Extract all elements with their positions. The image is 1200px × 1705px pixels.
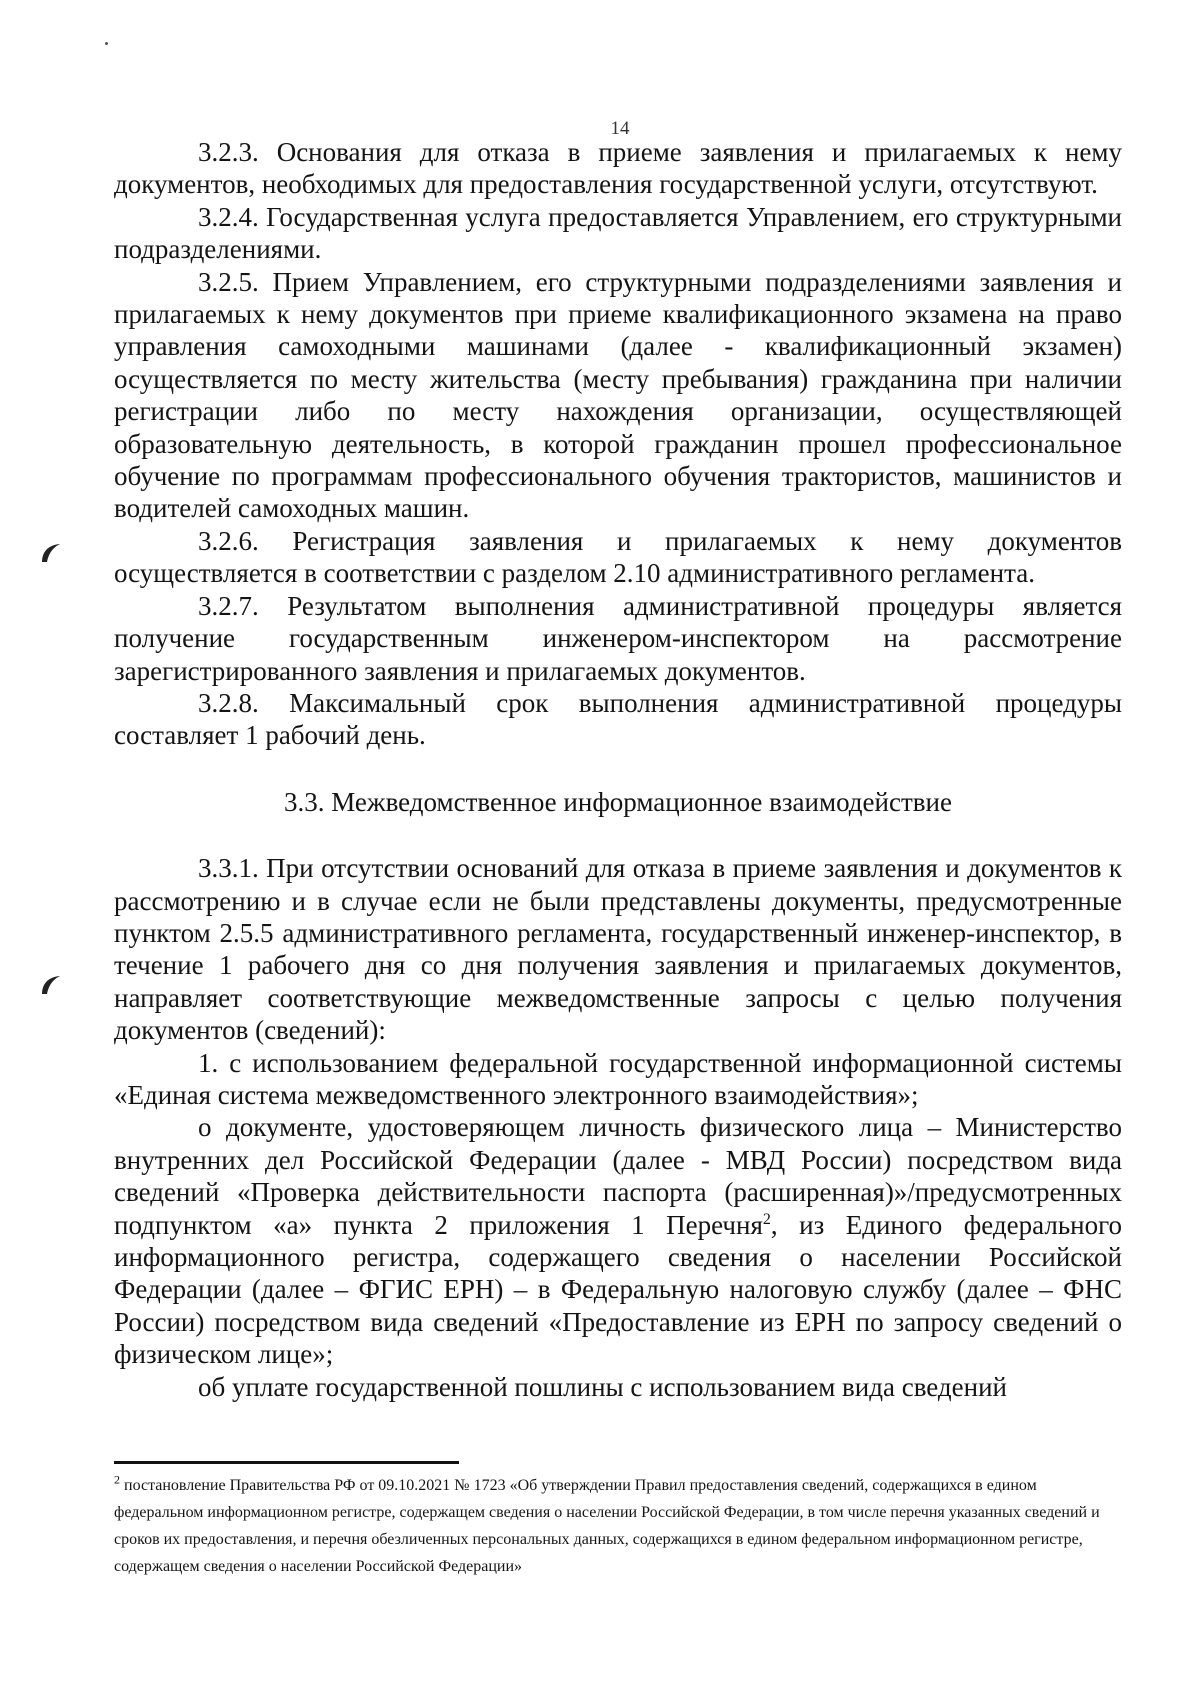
paragraph-3-3-1: 3.3.1. При отсутствии оснований для отказа в приеме заявления и документов к рассмотрению и в случае если не были представлены документы, предусмотренные пунктом 2.5.5 административного регламента, государственный инженер-инспектор, в течение 1 рабочего дня со дня получения заявления и прилагаемых документов, направляет соответствующие межведомственные запросы с целью получения документов (сведений):	[114, 853, 1122, 1046]
footnote-marker: 2	[114, 1472, 120, 1487]
paragraph-3-2-5: 3.2.5. Прием Управлением, его структурными подразделениями заявления и прилагаемых к нему документов при приеме квалификационного экзамена на право управления самоходными машинами (далее - квалификационный экзамен) осуществляется по месту жительства (месту пребывания) гражданина при наличии регистрации либо по месту нахождения организации, осуществляющей образовательную деятельность, в которой гражданин прошел профессиональное обучение по программам профессионального обучения трактористов, машинистов и водителей самоходных машин.	[114, 266, 1122, 524]
footnote-reference: 2	[762, 1210, 771, 1228]
document-body	[114, 136, 1122, 1403]
paragraph-3-2-7: 3.2.7. Результатом выполнения административной процедуры является получение государственным инженером-инспектором на рассмотрение зарегистрированного заявления и прилагаемых документов.	[114, 590, 1122, 686]
paragraph-3-2-4: 3.2.4. Государственная услуга предоставляется Управлением, его структурными подразделениями.	[114, 201, 1122, 265]
paragraph-state-fee: об уплате государственной пошлины с использованием вида сведений	[198, 1371, 1007, 1402]
punch-hole-mark-top	[38, 540, 64, 566]
section-heading: 3.3. Межведомственное информационное взаимодействие	[284, 786, 952, 817]
list-item-1: 1. с использованием федеральной государственной информационной системы «Единая система межведомственного электронного взаимодействия»;	[114, 1047, 1122, 1110]
footnote-text: постановление Правительства РФ от 09.10.2021 № 1723 «Об утверждении Правил предоставления сведений, содержащихся в едином федеральном информационном регистре, содержащем сведения о населении Российской Федерации, в том числе перечня указанных сведений и сроков их предоставления, и перечня обезличенных персональных данных, содержащихся в едином федеральном информационном регистре, содержащем сведения о населении Российской Федерации»	[114, 1477, 1100, 1575]
page-number: 14	[610, 118, 630, 139]
paragraph-3-2-3: 3.2.3. Основания для отказа в приеме заявления и прилагаемых к нему документов, необходимых для предоставления государственной услуги, отсутствуют.	[114, 137, 1122, 200]
paragraph-3-2-8: 3.2.8. Максимальный срок выполнения административной процедуры составляет 1 рабочий день.	[114, 687, 1122, 751]
footnote	[114, 1472, 1122, 1580]
scan-speck	[105, 42, 108, 45]
paragraph-identity-document	[114, 1111, 1122, 1370]
footnote-separator	[114, 1461, 459, 1464]
punch-hole-mark-bottom	[38, 972, 64, 998]
identity-text-b: , из Единого федерального информационного регистра, содержащего сведения о населении Российской Федерации (далее – ФГИС ЕРН) – в Федеральную налоговую службу (далее – ФНС России) посредством вида сведений «Предоставление из ЕРН по запросу сведений о физическом лице»;	[114, 1209, 1122, 1370]
paragraph-3-2-6: 3.2.6. Регистрация заявления и прилагаемых к нему документов осуществляется в соответствии с разделом 2.10 административного регламента.	[114, 525, 1122, 589]
identity-text-a: о документе, удостоверяющем личность физического лица – Министерство внутренних дел Российской Федерации (далее - МВД России) посредством вида сведений «Проверка действительности паспорта (расширенная)»/предусмотренных подпунктом «а» пункта 2 приложения 1 Перечня	[114, 1112, 1122, 1240]
